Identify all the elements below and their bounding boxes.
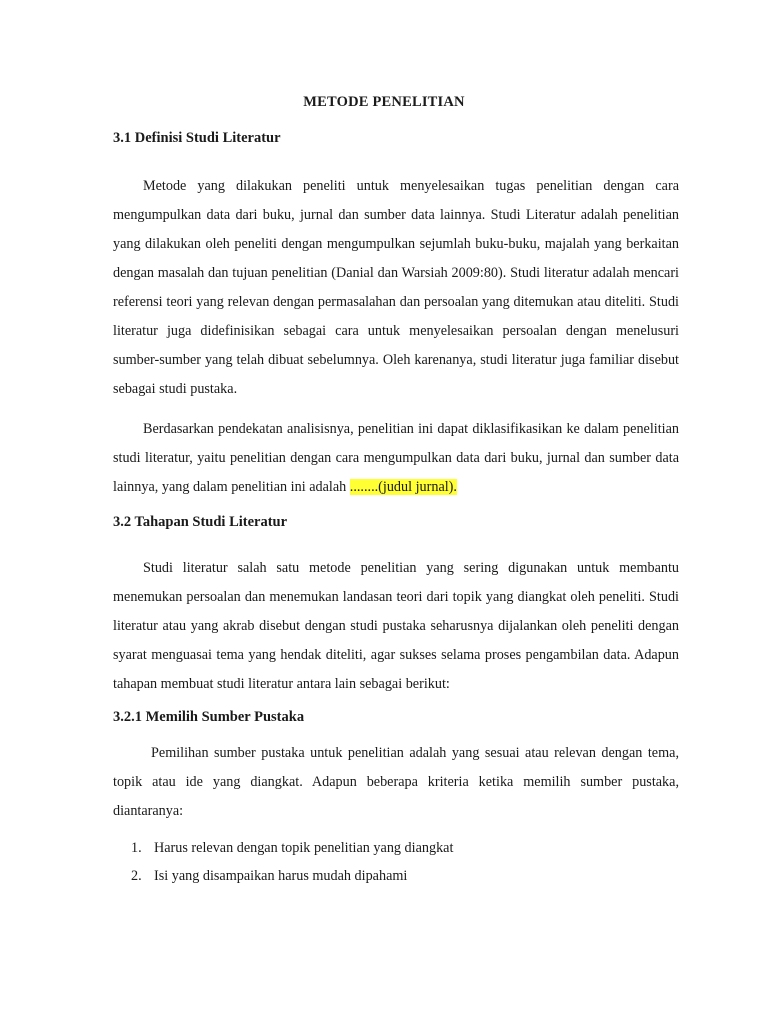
highlighted-placeholder: ........(judul jurnal). [349,479,457,495]
paragraph-definisi: Metode yang dilakukan peneliti untuk menyelesaikan tugas penelitian dengan cara mengumpulkan data dari buku, jurnal dan sumber data lainnya. Studi Literatur adalah penelitian yang dilakukan oleh peneliti dengan mengumpulkan sejumlah buku-buku, majalah yang berkaitan dengan masalah dan tujuan penelitian (Danial dan Warsiah 2009:80). Studi literatur adalah mencari referensi teori yang relevan dengan permasalahan dan persoalan yang ditemukan atau diteliti. Studi literatur juga didefinisikan sebagai cara untuk menyelesaikan persoalan dengan menelusuri sumber-sumber yang telah dibuat sebelumnya. Oleh karenanya, studi literatur juga familiar disebut sebagai studi pustaka. [113,178,679,397]
paragraph-pendekatan [113,415,679,502]
list-item [131,862,679,890]
list-item-text: Isi yang disampaikan harus mudah dipahami [154,868,408,884]
section-heading-3-2: 3.2 Tahapan Studi Literatur [113,514,288,530]
paragraph-tahapan: Studi literatur salah satu metode penelitian yang sering digunakan untuk membantu menemukan persoalan dan menemukan landasan teori dari topik yang diangkat oleh peneliti. Studi literatur atau yang akrab disebut dengan studi pustaka seharusnya dijalankan oleh peneliti dengan syarat menguasai tema yang hendak diteliti, agar sukses selama proses pengambilan data. Adapun tahapan membuat studi literatur antara lain sebagai berikut: [113,560,679,692]
document-title: METODE PENELITIAN [303,94,465,110]
list-item-number: 1. [131,840,142,856]
list-item [131,834,679,862]
section-heading-3-1: 3.1 Definisi Studi Literatur [113,130,281,146]
section-heading-3-2-1: 3.2.1 Memilih Sumber Pustaka [113,709,305,725]
paragraph-pendekatan-text: Berdasarkan pendekatan analisisnya, penelitian ini dapat diklasifikasikan ke dalam penelitian studi literatur, yaitu penelitian dengan cara mengumpulkan data dari buku, jurnal dan sumber data lainnya, yang dalam penelitian ini adalah [113,421,679,495]
list-item-number: 2. [131,868,142,884]
criteria-list [131,834,679,890]
list-item-text: Harus relevan dengan topik penelitian yang diangkat [154,840,454,856]
paragraph-memilih-sumber: Pemilihan sumber pustaka untuk penelitian adalah yang sesuai atau relevan dengan tema, topik atau ide yang diangkat. Adapun beberapa kriteria ketika memilih sumber pustaka, diantaranya: [113,745,679,819]
